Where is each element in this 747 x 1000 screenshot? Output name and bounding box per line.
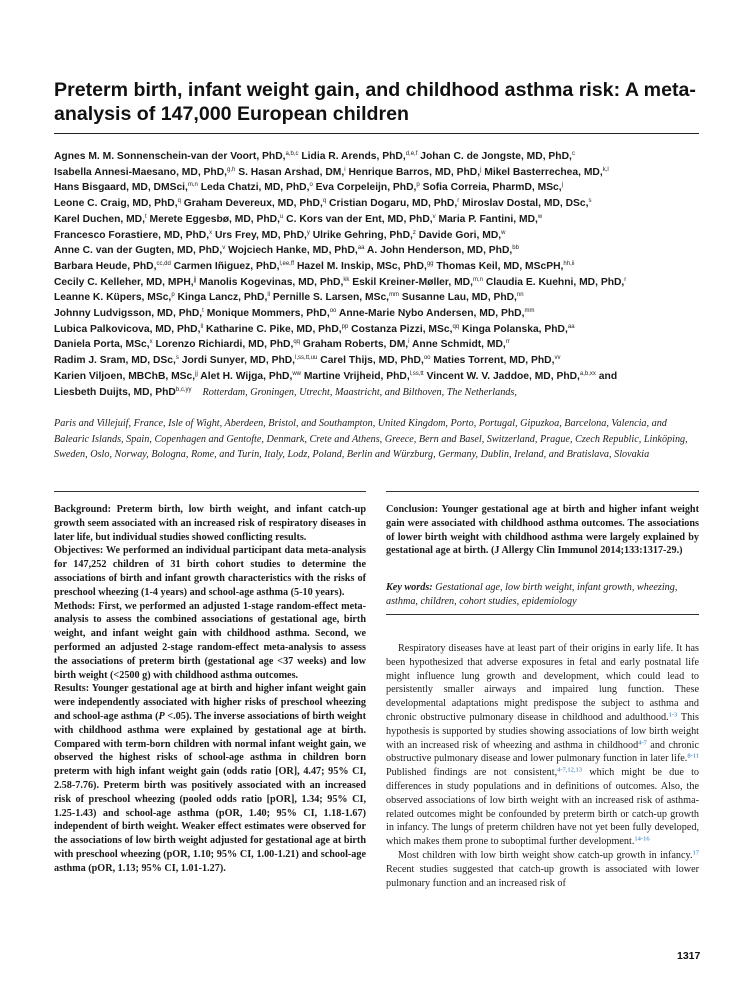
author-affiliation-marks: i <box>408 339 410 346</box>
page-number: 1317 <box>677 950 701 962</box>
author-name: Eva Corpeleijn, PhD, <box>312 182 417 194</box>
author-name: Claudia E. Kuehni, MD, PhD, <box>482 276 625 288</box>
abstract-left-column <box>54 503 366 876</box>
author-affiliation-marks: w <box>501 229 506 236</box>
author-affiliation-marks: q <box>177 198 181 205</box>
author-line <box>54 369 714 385</box>
abstract-objectives <box>54 544 366 599</box>
author-affiliation-marks: oo <box>423 355 431 362</box>
body-p1-d: Published findings are not consistent, <box>386 767 558 779</box>
author-affiliation-marks: z <box>412 229 416 236</box>
ref-link[interactable]: 14-16 <box>634 835 650 843</box>
author-lines <box>54 149 714 385</box>
author-line <box>54 337 714 353</box>
author-name: Kinga Polanska, PhD, <box>459 323 568 335</box>
author-affiliation-marks: r <box>457 198 460 205</box>
author-affiliation-marks: gg <box>426 260 434 267</box>
author-name: Monique Mommers, PhD, <box>203 308 330 320</box>
body-p1-c: and chronic obstructive pulmonary disease and lower pulmonary function in later life. <box>386 739 699 765</box>
author-name: Leanne K. Küpers, MSc, <box>54 292 172 304</box>
author-name: A. John Henderson, MD, PhD, <box>364 245 513 257</box>
keywords-bottom-rule <box>386 614 699 615</box>
author-line <box>54 322 714 338</box>
author-affiliation-marks: ll <box>267 292 271 299</box>
author-name: Kinga Lancz, PhD, <box>174 292 268 304</box>
author-name: Lidia R. Arends, PhD, <box>298 151 406 162</box>
affiliation-locations: Paris and Villejuif, France, Isle of Wight, Aberdeen, Bristol, and Southampton, United Kingdom, Porto, Portugal, Gipuzkoa, Barcelona, Valencia, and Balearic Islands, Spain, Copenhagen and Gentofte, Denmark, Crete and Athens, Greece, Bern and Basel, Switzerland, Prague, Czech Republic, Linköping, Sweden, Oslo, Norway, Bologna, Rome, and Turin, Italy, Lodz, Poland, Berlin and Würzburg, Germany, Dublin, Ireland, and Bratislava, Slovakia <box>54 418 688 461</box>
author-affiliation-marks: t <box>144 213 147 220</box>
author-affiliation-marks: v <box>222 245 226 252</box>
last-author-affiliation-marks: b,c,yy <box>175 386 192 393</box>
author-affiliation-marks: cc,dd <box>156 260 171 267</box>
title-divider <box>54 133 699 134</box>
last-author-name: Liesbeth Duijts, MD, PhD <box>54 386 176 398</box>
author-name: Manolis Kogevinas, MD, PhD, <box>196 276 344 288</box>
author-affiliation-marks: a,b,c <box>285 151 299 157</box>
author-line <box>54 180 714 196</box>
author-affiliation-marks: bb <box>512 245 519 252</box>
author-name: Daniela Porta, MSc, <box>54 339 150 351</box>
keywords <box>386 581 699 609</box>
author-name: Ulrike Gehring, PhD, <box>309 229 413 241</box>
abstract-methods <box>54 600 366 683</box>
affiliation-first-line: Rotterdam, Groningen, Utrecht, Maastricht, and Bilthoven, The Netherlands, <box>202 386 517 398</box>
conclusion-text: Younger gestational age at birth and higher infant weight gain were associated with childhood asthma outcomes. The associations of lower birth weight with childhood asthma were largely explained by gestational age at birth. (J Allergy Clin Immunol 2014;133:1317-29.) <box>386 504 699 557</box>
author-affiliation-marks: x <box>209 229 213 236</box>
author-affiliation-marks: q <box>322 198 327 205</box>
author-name: Radim J. Sram, MD, DSc, <box>54 355 176 367</box>
author-affiliation-marks: rr <box>505 339 510 346</box>
author-name: Maties Torrent, MD, PhD, <box>430 355 555 367</box>
author-affiliation-marks: j <box>480 166 482 173</box>
author-affiliation-marks: x <box>149 339 153 346</box>
body-p1-b: This hypothesis is supported by studies showing associations of low birth weight with an increased risk of wheezing and asthma in childhood <box>386 711 699 751</box>
author-affiliation-marks: aa <box>357 245 365 252</box>
author-affiliation-marks: m,n <box>472 276 483 283</box>
author-name: Isabella Annesi-Maesano, MD, PhD, <box>54 166 227 178</box>
author-name: Eskil Kreiner-Møller, MD, <box>349 276 473 288</box>
author-affiliation-marks: mm <box>389 292 400 299</box>
author-name: Hazel M. Inskip, MSc, PhD, <box>294 260 427 272</box>
body-text <box>386 642 699 890</box>
author-line <box>54 149 714 165</box>
abstract-top-rule-right <box>386 491 699 492</box>
author-line-last <box>54 385 714 401</box>
author-line <box>54 228 714 244</box>
author-affiliation-marks: u <box>279 213 284 220</box>
author-name: Graham Roberts, DM, <box>300 339 409 351</box>
author-name: Agnes M. M. Sonnenschein-van der Voort, PhD, <box>54 151 286 162</box>
ref-link[interactable]: 17 <box>692 849 699 857</box>
keywords-label: Key words: <box>386 582 433 593</box>
author-name: Susanne Lau, MD, PhD, <box>399 292 517 304</box>
ref-link[interactable]: 4-7 <box>638 739 647 747</box>
abstract-results <box>54 682 366 875</box>
author-name: Alet H. Wijga, PhD, <box>197 370 293 382</box>
background-label: Background: <box>54 504 111 515</box>
author-affiliation-marks: a,b,xx <box>579 370 596 377</box>
abstract-background <box>54 503 366 544</box>
conclusion-label: Conclusion: <box>386 504 439 515</box>
author-affiliation-marks: d,e,f <box>405 151 418 157</box>
author-line <box>54 275 714 291</box>
author-affiliation-marks: qq <box>452 323 460 330</box>
author-affiliation-marks: k,l <box>602 166 609 173</box>
ref-link[interactable]: 1-3 <box>668 711 678 719</box>
author-affiliation-marks: qq <box>293 339 300 346</box>
author-affiliation-marks: v <box>432 213 436 220</box>
author-line <box>54 259 714 275</box>
author-affiliation-marks: s <box>588 198 592 205</box>
author-affiliation-marks: l,ss,tt <box>409 370 424 377</box>
author-name: Johnny Ludvigsson, MD, PhD, <box>54 308 203 320</box>
author-name: Henrique Barros, MD, PhD, <box>345 166 481 178</box>
author-name: Leone C. Craig, MD, PhD, <box>54 198 178 210</box>
author-name: Davide Gori, MD, <box>415 229 502 241</box>
body-paragraph-2 <box>386 849 699 890</box>
author-line <box>54 243 714 259</box>
author-affiliation-marks: j <box>561 182 563 189</box>
author-affiliation-marks: t <box>202 308 204 315</box>
results-text-2: <.05). The inverse associations of birth weight with childhood asthma were explained by gestational age at birth. Compared with term-born children with normal infant weight gain, we observed the highest risks of school-age asthma in children born preterm with high infant weight gain (odds ratio [OR], 4.47; 95% CI, 2.58-7.76). Preterm birth was positively associated with an increased risk of preschool wheezing (pooled odds ratio [pOR], 1.34; 95% CI, 1.25-1.43) and school-age asthma (pOR, 1.40; 95% CI, 1.18-1.67) independent of birth weight. Weaker effect estimates were observed for the associations of low birth weight adjusted for gestational age at birth with preschool wheezing (pOR, 1.10; 95% CI, 1.00-1.21) and school-age asthma (pOR, 1.13; 95% CI, 1.01-1.27). <box>54 710 366 874</box>
author-affiliation-marks: m,n <box>187 182 198 189</box>
objectives-label: Objectives: <box>54 545 104 557</box>
author-line <box>54 165 714 181</box>
author-name: Anne-Marie Nybo Andersen, MD, PhD, <box>336 308 525 320</box>
author-affiliation-marks: mm <box>524 308 535 315</box>
author-name: S. Hasan Arshad, DM, <box>235 166 345 178</box>
author-affiliation-marks: nn <box>516 292 524 299</box>
author-name: Mikel Basterrechea, MD, <box>481 166 603 178</box>
author-affiliation-marks: hh,ii <box>563 260 575 267</box>
author-name: Jordi Sunyer, MD, PhD, <box>178 355 296 367</box>
author-affiliation-marks: c <box>571 151 575 157</box>
author-name: Miroslav Dostal, MD, DSc, <box>459 198 589 210</box>
objectives-text: We performed an individual participant data meta-analysis for 147,252 children of 31 birth cohort studies to determine the associations of birth and infant growth characteristics with the risks of preschool wheezing (1-4 years) and school-age asthma (5-10 years). <box>54 545 366 598</box>
author-affiliation-marks: r <box>624 276 627 283</box>
background-text: Preterm birth, low birth weight, and infant catch-up growth seem associated with an increased risk of respiratory diseases in later life, but individual studies showed conflicting results. <box>54 504 366 543</box>
author-name: Wojciech Hanke, MD, PhD, <box>225 245 358 257</box>
author-name: Pernille S. Larsen, MSc, <box>270 292 390 304</box>
abstract-top-rule-left <box>54 491 366 492</box>
ref-link[interactable]: 4-7,12,13 <box>557 766 583 774</box>
author-name: Barbara Heude, PhD, <box>54 260 157 272</box>
author-line <box>54 353 714 369</box>
author-affiliation-marks: ll <box>200 323 204 330</box>
author-name: Carel Thijs, MD, PhD, <box>317 355 424 367</box>
author-affiliation-marks: jj <box>195 370 198 377</box>
author-name: Johan C. de Jongste, MD, PhD, <box>417 151 572 162</box>
body-p1-e: which might be due to differences in study populations and in definitions of outcomes. Also, the observed associations of low birth weight with an increased risk of asthma-related outcomes might be confounded by preterm birth or catch-up growth in infancy. The lungs of preterm children have not yet been fully developed, which makes them prone to suboptimal further development. <box>386 767 699 848</box>
author-affiliation-marks: kk <box>343 276 350 283</box>
author-affiliation-marks: i <box>344 166 346 173</box>
author-affiliation-marks: g,h <box>227 166 236 173</box>
results-text-1: Younger gestational age at birth and higher infant weight gain were independently associated with higher risks of preschool wheezing and school-age asthma ( <box>54 683 366 722</box>
author-line <box>54 212 714 228</box>
author-name: Martine Vrijheid, PhD, <box>300 370 410 382</box>
author-affiliation-marks: ww <box>292 370 301 377</box>
methods-text: First, we performed an adjusted 1-stage random-effect meta-analysis to assess the combined associations of gestational age, birth weight, and infant weight gain with childhood asthma. Second, we performed an adjusted 2-stage random-effect meta-analysis to assess the associations of preterm birth (gestational age <37 weeks) and low birth weight (<2500 g) with childhood asthma outcomes. <box>54 600 366 681</box>
body-p2-b: Recent studies suggested that catch-up growth is associated with lower pulmonary function and an increased risk of <box>386 863 699 889</box>
author-name: Sofia Correia, PharmD, MSc, <box>419 182 562 194</box>
author-affiliation-marks: jj <box>193 276 197 283</box>
author-name: Merete Eggesbø, MD, PhD, <box>146 213 280 225</box>
author-list <box>54 149 714 400</box>
author-name: Karel Duchen, MD, <box>54 213 145 225</box>
ref-link[interactable]: 8-11 <box>687 752 699 760</box>
author-affiliation-marks: p <box>171 292 175 299</box>
results-label: Results: <box>54 683 90 695</box>
author-name: and <box>595 370 618 382</box>
author-name: Vincent W. V. Jaddoe, MD, PhD, <box>423 370 580 382</box>
author-name: Cecily C. Kelleher, MD, MPH, <box>54 276 194 288</box>
author-affiliation-marks: p <box>416 182 420 189</box>
author-affiliation-marks: s <box>175 355 179 362</box>
author-name: Katharine C. Pike, MD, PhD, <box>203 323 342 335</box>
author-line <box>54 290 714 306</box>
author-name: Urs Frey, MD, PhD, <box>212 229 307 241</box>
author-name: Cristian Dogaru, MD, PhD, <box>326 198 458 210</box>
author-affiliation-marks: l,ee,ff <box>279 260 295 267</box>
author-affiliation-marks: o <box>309 182 313 189</box>
author-affiliation-marks: l,ss,tt,uu <box>295 355 318 362</box>
author-affiliation-marks: w <box>537 213 543 220</box>
author-name: Anne Schmidt, MD, <box>409 339 506 351</box>
author-name: Leda Chatzi, MD, PhD, <box>197 182 310 194</box>
author-affiliation-marks: aa <box>567 323 575 330</box>
author-affiliation-marks: pp <box>341 323 349 330</box>
abstract-conclusion <box>386 503 699 558</box>
author-name: Costanza Pizzi, MSc, <box>348 323 453 335</box>
author-name: Carmen Iñiguez, PhD, <box>170 260 280 272</box>
author-affiliation-marks: vv <box>554 355 561 362</box>
body-p1-a: Respiratory diseases have at least part of their origins in early life. It has been hypothesized that adverse exposures in fetal and early postnatal life might influence lung growth and development, which could lead to persistently smaller airways and impaired lung function. These developmental adaptations might predispose the subject to asthma and chronic obstructive pulmonary disease in childhood and adulthood. <box>386 643 699 723</box>
methods-label: Methods: <box>54 600 96 612</box>
author-name: Thomas Keil, MD, MScPH, <box>433 260 564 272</box>
author-name: Lubica Palkovicova, MD, PhD, <box>54 323 201 335</box>
author-name: Hans Bisgaard, MD, DMSci, <box>54 182 188 194</box>
body-paragraph-1 <box>386 642 699 849</box>
article-title: Preterm birth, infant weight gain, and childhood asthma risk: A meta-analysis of 147,000 European children <box>54 79 696 125</box>
author-name: Francesco Forastiere, MD, PhD, <box>54 229 210 241</box>
author-name: Maria P. Fantini, MD, <box>435 213 538 225</box>
author-name: Graham Devereux, MD, PhD, <box>180 198 323 210</box>
keywords-text: Gestational age, low birth weight, infant growth, wheezing, asthma, children, cohort studies, epidemiology <box>386 582 678 607</box>
author-affiliation-marks: y <box>306 229 310 236</box>
author-name: C. Kors van der Ent, MD, PhD, <box>283 213 433 225</box>
author-name: Anne C. van der Gugten, MD, PhD, <box>54 245 223 257</box>
author-name: Lorenzo Richiardi, MD, PhD, <box>152 339 294 351</box>
results-p-symbol: P <box>158 710 165 722</box>
author-line <box>54 196 714 212</box>
author-affiliation-marks: oo <box>329 308 337 315</box>
author-line <box>54 306 714 322</box>
author-name: Karien Viljoen, MBChB, MSc, <box>54 370 196 382</box>
body-p2-a: Most children with low birth weight show catch-up growth in infancy. <box>398 849 693 861</box>
